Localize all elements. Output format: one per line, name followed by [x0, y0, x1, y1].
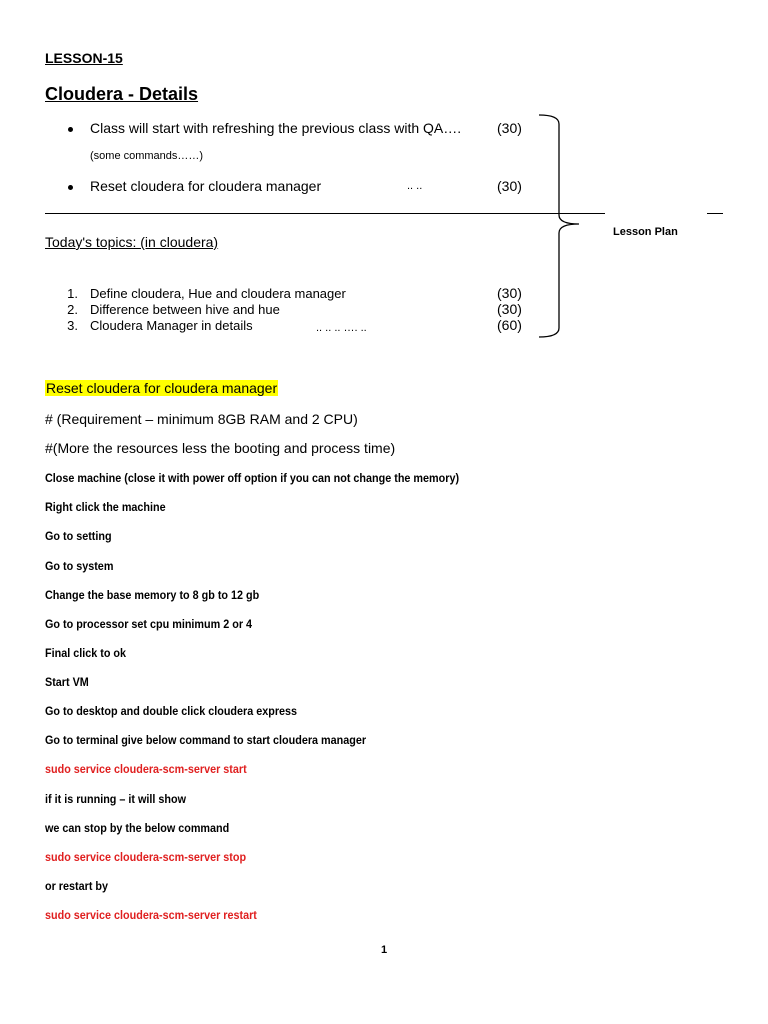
page-number: 1	[380, 944, 388, 956]
lesson-number: LESSON-15	[45, 50, 123, 66]
bullet-icon	[68, 127, 73, 132]
list-item-dots: .. .. .. …. ..	[316, 322, 367, 334]
step-item: Go to system	[45, 559, 114, 573]
resource-note: #(More the resources less the booting and process time)	[45, 440, 396, 456]
list-item-number: 3.	[67, 318, 78, 333]
list-item: Cloudera Manager in details	[90, 318, 253, 333]
step-item: Go to terminal give below command to start cloudera manager	[45, 733, 367, 747]
curly-bracket-icon	[535, 112, 585, 340]
step-item: we can stop by the below command	[45, 821, 230, 835]
agenda-item-dots: .. ..	[407, 180, 423, 192]
page-title: Cloudera - Details	[45, 84, 199, 104]
command-text: sudo service cloudera-scm-server stop	[45, 850, 247, 864]
step-item: Go to processor set cpu minimum 2 or 4	[45, 617, 253, 631]
step-item: Change the base memory to 8 gb to 12 gb	[45, 588, 260, 602]
list-item-score: (60)	[497, 317, 522, 333]
agenda-item: Reset cloudera for cloudera manager	[90, 178, 322, 194]
command-text: sudo service cloudera-scm-server restart	[45, 908, 257, 922]
divider-line	[707, 213, 723, 214]
list-item-score: (30)	[497, 285, 522, 301]
step-item: Close machine (close it with power off option if you can not change the memory)	[45, 471, 460, 485]
divider-line	[45, 213, 605, 214]
agenda-item-score: (30)	[497, 120, 522, 136]
step-item: or restart by	[45, 879, 109, 893]
step-item: if it is running – it will show	[45, 792, 187, 806]
list-item-number: 1.	[67, 286, 78, 301]
command-text: sudo service cloudera-scm-server start	[45, 762, 247, 776]
list-item-score: (30)	[497, 301, 522, 317]
agenda-note: (some commands……)	[90, 150, 204, 162]
list-item: Difference between hive and hue	[90, 302, 280, 317]
step-item: Final click to ok	[45, 646, 127, 660]
step-item: Go to desktop and double click cloudera express	[45, 704, 298, 718]
step-item: Start VM	[45, 675, 89, 689]
step-item: Right click the machine	[45, 500, 166, 514]
section-heading: Reset cloudera for cloudera manager	[46, 380, 278, 396]
topics-heading: Today's topics: (in cloudera)	[45, 234, 219, 250]
bullet-icon	[68, 185, 73, 190]
requirement-text: # (Requirement – minimum 8GB RAM and 2 CPU)	[45, 411, 358, 427]
list-item-number: 2.	[67, 302, 78, 317]
agenda-item-score: (30)	[497, 178, 522, 194]
step-item: Go to setting	[45, 529, 112, 543]
lesson-plan-label: Lesson Plan	[613, 226, 678, 238]
agenda-item: Class will start with refreshing the previous class with QA….	[90, 120, 462, 136]
list-item: Define cloudera, Hue and cloudera manager	[90, 286, 346, 301]
